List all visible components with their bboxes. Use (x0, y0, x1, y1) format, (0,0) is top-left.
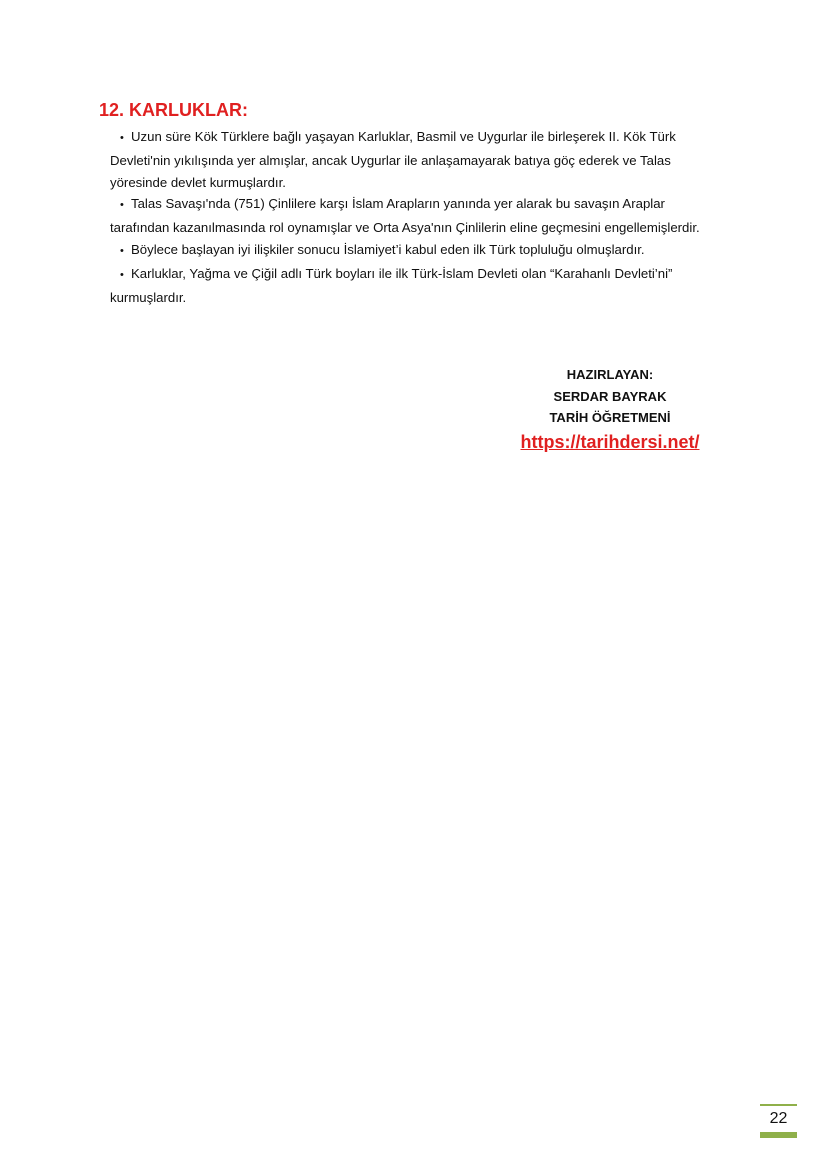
page-footer (760, 1104, 797, 1138)
page-number: 22 (769, 1110, 788, 1127)
bullet-icon: • (120, 268, 124, 281)
signature-block (500, 364, 720, 454)
list-item-text: Böylece başlayan iyi ilişkiler sonucu İslamiyet’i kabul eden ilk Türk topluluğu olmuşlardır. (131, 241, 645, 257)
bullet-icon: • (120, 199, 124, 212)
section-title: 12. KARLUKLAR: (99, 100, 249, 120)
website-link[interactable]: https://tarihdersi.net/ (520, 431, 700, 452)
list-item (110, 239, 710, 263)
list-item (110, 263, 710, 309)
list-item-text: Talas Savaşı'nda (751) Çinlilere karşı İslam Arapların yanında yer alarak bu savaşın Araplar tarafından kazanılmasında rol oynamışlar ve Orta Asya'nın Çinlilerin eline geçmesini engellemişlerdir. (110, 196, 700, 236)
list-item (110, 126, 710, 193)
footer-bar (760, 1132, 797, 1138)
signature-label: HAZIRLAYAN: (566, 367, 654, 382)
bullet-icon: • (120, 132, 124, 144)
list-item-text: Uzun süre Kök Türklere bağlı yaşayan Karluklar, Basmil ve Uygurlar ile birleşerek II. Kök Türk Devleti'nin yıkılışında yer almışlar, ancak Uygurlar ile anlaşamayarak batıya göç ederek ve Talas yöresinde devlet kurmuşlardır. (110, 129, 676, 190)
list-item-text: Karluklar, Yağma ve Çiğil adlı Türk boyları ile ilk Türk-İslam Devleti olan “Karahanlı Devleti’ni” kurmuşlardır. (110, 265, 673, 305)
author-role: TARİH ÖĞRETMENİ (549, 410, 671, 425)
bullet-list (110, 126, 710, 308)
author-name: SERDAR BAYRAK (553, 388, 667, 404)
list-item (110, 193, 710, 239)
bullet-icon: • (120, 244, 124, 257)
